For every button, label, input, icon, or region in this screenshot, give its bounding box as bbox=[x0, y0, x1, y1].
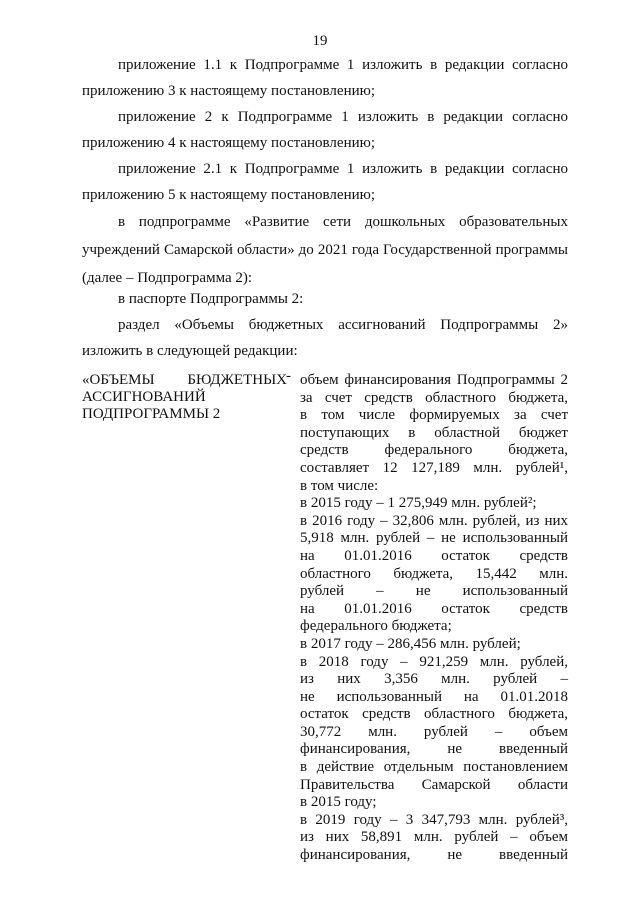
table-right-line: не использованный на 01.01.2018 bbox=[300, 688, 568, 705]
paragraph-5: в паспорте Подпрограммы 2: bbox=[118, 291, 304, 307]
table-right-line: 5,918 млн. рублей – не использованный bbox=[300, 530, 568, 547]
table-right-line: в 2016 году – 32,806 млн. рублей, из них bbox=[300, 512, 568, 529]
table-right-line: на 01.01.2016 остаток средств bbox=[300, 600, 568, 617]
table-right-line: в 2019 году – 3 347,793 млн. рублей³, bbox=[300, 811, 568, 828]
paragraph-1: приложение 1.1 к Подпрограмме 1 изложить в редакции согласно приложению 3 к настоящему постановлению; bbox=[82, 57, 568, 99]
table-left-word-1: «ОБЪЕМЫ bbox=[82, 372, 155, 388]
table-right-line: в 2017 году – 286,456 млн. рублей; bbox=[300, 635, 521, 652]
paragraph-3: приложение 2.1 к Подпрограмме 1 изложить в редакции согласно приложению 5 к настоящему постановлению; bbox=[82, 161, 568, 203]
table-right-line: финансирования, не введенный bbox=[300, 741, 568, 758]
table-left-line-3: ПОДПРОГРАММЫ 2 bbox=[82, 406, 221, 422]
table-right-line: в 2018 году – 921,259 млн. рублей, bbox=[300, 653, 568, 670]
table-right-line: за счет средств областного бюджета, bbox=[300, 389, 568, 406]
table-right-line: на 01.01.2016 остаток средств bbox=[300, 547, 568, 564]
table-right-line: из них 3,356 млн. рублей – bbox=[300, 671, 568, 688]
paragraph-2: приложение 2 к Подпрограмме 1 изложить в редакции согласно приложению 4 к настоящему постановлению; bbox=[82, 109, 568, 151]
table-right-line: федерального бюджета; bbox=[300, 618, 452, 635]
table-left-word-2: БЮДЖЕТНЫХ bbox=[187, 372, 287, 388]
table-right-line: в 2015 году; bbox=[300, 794, 377, 811]
table-right-line: 30,772 млн. рублей – объем bbox=[300, 723, 568, 740]
table-right-line: Правительства Самарской области bbox=[300, 776, 568, 793]
table-right-line: объем финансирования Подпрограммы 2 bbox=[300, 372, 568, 388]
table-right-line: в том числе формируемых за счет bbox=[300, 407, 568, 424]
page-number: 19 bbox=[312, 33, 328, 49]
table-right-line: в 2015 году – 1 275,949 млн. рублей²; bbox=[300, 495, 537, 512]
table-right-line: составляет 12 127,189 млн. рублей¹, bbox=[300, 459, 568, 476]
table-right-line: поступающих в областной бюджет bbox=[300, 424, 568, 441]
table-right-cell bbox=[300, 372, 568, 865]
table-right-line: в действие отдельным постановлением bbox=[300, 759, 568, 776]
paragraph-4: в подпрограмме «Развитие сети дошкольных образовательных учреждений Самарской области» до 2021 года Государственной программы (далее – Подпрограмма 2): bbox=[82, 214, 568, 286]
table-right-line: из них 58,891 млн. рублей – объем bbox=[300, 829, 568, 846]
table-right-line: областного бюджета, 15,442 млн. bbox=[300, 565, 568, 582]
table-dash: - bbox=[286, 368, 291, 384]
table-left-cell bbox=[82, 372, 287, 423]
table-right-line: остаток средств областного бюджета, bbox=[300, 706, 568, 723]
table-right-line: средств федерального бюджета, bbox=[300, 442, 568, 459]
table-right-line: в том числе: bbox=[300, 477, 379, 494]
table-right-line: финансирования, не введенный bbox=[300, 847, 568, 864]
table-left-line-2: АССИГНОВАНИЙ bbox=[82, 389, 206, 405]
paragraph-6: раздел «Объемы бюджетных ассигнований Подпрограммы 2» изложить в следующей редакции: bbox=[82, 317, 568, 359]
table-right-line: рублей – не использованный bbox=[300, 583, 568, 600]
